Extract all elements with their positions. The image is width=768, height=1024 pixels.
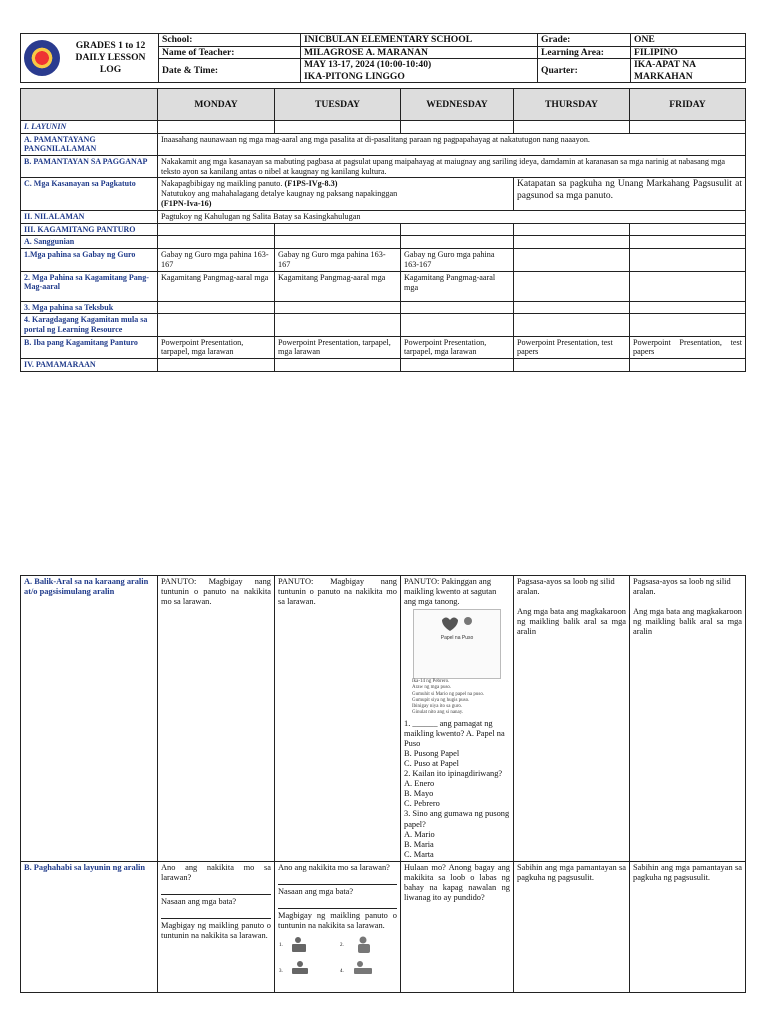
kasanayan-label: C. Mga Kasanayan sa Pagkatuto: [21, 178, 158, 211]
pagganap-label: B. PAMANTAYAN SA PAGGANAP: [21, 155, 158, 178]
corner-cell: [21, 89, 158, 121]
kasanayan-code-1: (F1PS-IVg-8.3): [284, 179, 338, 189]
title-line-2: DAILY LESSON LOG: [75, 52, 146, 75]
story-line: Araw ng mga puso.: [412, 685, 452, 691]
balik-tuesday: PANUTO: Magbigay nang tuntunin o panuto na nakikita mo sa larawan.: [275, 576, 401, 862]
balik-wednesday: [401, 576, 514, 862]
kagamitan-label: III. KAGAMITANG PANTURO: [21, 223, 158, 236]
day-thursday: THURSDAY: [514, 89, 630, 121]
paghahabi-tue-q3: Magbigay ng maikling panuto o tuntunin na nakikita sa larawan.: [278, 910, 397, 931]
teacher-label: Name of Teacher:: [159, 46, 301, 59]
balik-monday: PANUTO: Magbigay nang tuntunin o panuto na nakikita mo sa larawan.: [158, 576, 275, 862]
child-waving-icon: [358, 937, 370, 954]
balik-fri-line-1: Pagsasa-ayos sa loob ng silid aralan.: [633, 577, 731, 597]
paghahabi-mon-q2: Nasaan ang mga bata?: [161, 896, 237, 906]
iba-thursday: Powerpoint Presentation, test papers: [514, 336, 630, 359]
balik-thu-line-2: Ang mga bata ang magkakaroon ng maikling balik aral sa mga aralin: [517, 607, 626, 637]
paghahabi-tue-q2: Nasaan ang mga bata?: [278, 886, 354, 896]
log-title: [66, 40, 155, 76]
quarter-label: Quarter:: [538, 59, 631, 83]
gabay-wednesday: Gabay ng Guro mga pahina 163-167: [401, 249, 514, 272]
paghahabi-label: B. Paghahabi sa layunin ng aralin: [21, 861, 158, 992]
pamantayang-label: A. PAMANTAYANG PANGNILALAMAN: [21, 133, 158, 155]
grade-value: ONE: [631, 34, 746, 47]
iba-wednesday: Powerpoint Presentation, tarpapel, mga larawan: [401, 336, 514, 359]
paghahabi-thursday: Sabihin ang mga pamantayan sa pagkuha ng pagsusulit.: [514, 861, 630, 992]
kasanayan-thu-fri: Katapatan sa pagkuha ng Unang Markahang Pagsusulit at pagsunod sa mga panuto.: [514, 178, 746, 211]
karagdagang-label: 4. Karagdagang Kagamitan mula sa portal ng Learning Resource: [21, 314, 158, 336]
header-logo-cell: [21, 34, 159, 83]
kasanayan-code-2: (F1PN-Iva-16): [161, 199, 212, 209]
quarter-value: IKA-APAT NA MARKAHAN: [631, 59, 746, 83]
day-friday: FRIDAY: [630, 89, 746, 121]
header-table: [20, 33, 746, 83]
story-line: Ika-14 ng Pebrero.: [412, 679, 450, 685]
objectives-table: [20, 88, 746, 372]
balik-label: A. Balik-Aral sa na karaang aralin at/o pagsisimulang aralin: [21, 576, 158, 862]
nilalaman-label: II. NILALAMAN: [21, 211, 158, 224]
svg-text:3.: 3.: [279, 969, 283, 975]
svg-text:2.: 2.: [340, 943, 344, 949]
question-1: 1. ______ ang pamagat ng maikling kwento? A. Papel na Puso: [404, 718, 505, 748]
date-range: MAY 13-17, 2024 (10:00-10:40): [304, 59, 432, 70]
story-line: Ibinigay niya ito sa guro.: [412, 704, 463, 710]
svg-text:4.: 4.: [340, 969, 344, 975]
date-label: Date & Time:: [159, 59, 301, 83]
day-monday: MONDAY: [158, 89, 275, 121]
grade-label: Grade:: [538, 34, 631, 47]
svg-text:1.: 1.: [279, 943, 283, 949]
balik-thursday: [514, 576, 630, 862]
week-label: IKA-PITONG LINGGO: [304, 70, 405, 82]
story-line: Ginulat nito ang si nanay.: [412, 710, 464, 716]
kagamitang-label: 2. Mga Pahina sa Kagamitang Pang-Mag-aaral: [21, 271, 158, 301]
kagamitang-wednesday: Kagamitang Pangmag-aaral mga: [401, 271, 514, 301]
q2-option-a: A. Enero: [404, 779, 435, 789]
area-value: FILIPINO: [631, 46, 746, 59]
day-wednesday: WEDNESDAY: [401, 89, 514, 121]
q3-option-c: C. Marta: [404, 849, 434, 859]
paghahabi-tue-q1: Ano ang nakikita mo sa larawan?: [278, 862, 390, 872]
balik-thu-line-1: Pagsasa-ayos sa loob ng silid aralan.: [517, 577, 615, 597]
q1-option-c: C. Puso at Papel: [404, 759, 459, 769]
kasanayan-line-2: Natutukoy ang mahahalagang detalye kaugnay ng paksang napakinggan: [161, 189, 398, 199]
paghahabi-mon-q3: Magbigay ng maikling panuto o tuntunin na nakikita sa larawan.: [161, 921, 271, 941]
teksbuk-label: 3. Mga pahina sa Teksbuk: [21, 301, 158, 314]
school-value: INICBULAN ELEMENTARY SCHOOL: [301, 34, 538, 47]
children-images: [278, 934, 388, 982]
title-line-1: GRADES 1 to 12: [75, 40, 146, 52]
child-drawing-icon: [354, 961, 372, 974]
story-title: Papel na Puso: [440, 635, 474, 642]
teacher-value: MILAGROSE A. MARANAN: [301, 46, 538, 59]
school-label: School:: [159, 34, 301, 47]
q3-option-b: B. Maria: [404, 839, 434, 849]
day-tuesday: TUESDAY: [275, 89, 401, 121]
iba-tuesday: Powerpoint Presentation, tarpapel, mga larawan: [275, 336, 401, 359]
kagamitang-tuesday: Kagamitang Pangmag-aaral mga: [275, 271, 401, 301]
sanggunian-label: A. Sanggunian: [21, 236, 158, 249]
area-label: Learning Area:: [538, 46, 631, 59]
paghahabi-friday: Sabihin ang mga pamantayan sa pagkuha ng pagsusulit.: [630, 861, 746, 992]
pagganap-text: Nakakamit ang mga kasanayan sa mabuting pagbasa at pagsulat upang maipahayag at maiugnay ang sariling ideya, damdamin at karanasan sa mga narinig at nabasang mga teksto ayon sa kanilang antas o nibel at kaugnay ng kanilang kultura.: [158, 155, 746, 178]
story-lines: [412, 679, 506, 717]
layunin-label: I. LAYUNIN: [21, 121, 158, 134]
gabay-monday: Gabay ng Guro mga pahina 163-167: [158, 249, 275, 272]
kasanayan-line-1: Nakapagbibigay ng maikling panuto.: [161, 179, 283, 189]
question-3: 3. Sino ang gumawa ng pusong papel?: [404, 809, 510, 829]
q3-option-a: A. Mario: [404, 829, 435, 839]
pamantayang-text: Inaasahang naunawaan ng mga mag-aaral ang mga pasalita at di-pasalitang paraan ng pagpapahayag at nakatutugon nang naaayon.: [158, 133, 746, 155]
story-image: [413, 609, 501, 679]
balik-fri-line-2: Ang mga bata ang magkakaroon ng maikling balik aral sa mga aralin: [633, 607, 742, 637]
paghahabi-monday: [158, 861, 275, 992]
story-line: Gumuhit si Mario ng papel na puso.: [412, 691, 485, 697]
procedure-table: [20, 575, 746, 993]
balik-wed-intro: PANUTO: Pakinggan ang maikling kwento at sagutan ang mga tanong.: [404, 577, 497, 607]
paghahabi-mon-q1: Ano ang nakikita mo sa larawan?: [161, 862, 271, 882]
gabay-label: 1.Mga pahina sa Gabay ng Guro: [21, 249, 158, 272]
q1-option-b: B. Pusong Papel: [404, 748, 460, 758]
child-writing-icon: [292, 961, 308, 974]
gabay-tuesday: Gabay ng Guro mga pahina 163-167: [275, 249, 401, 272]
pamamaraan-label: IV. PAMAMARAAN: [21, 359, 158, 372]
nilalaman-text: Pagtukoy ng Kahulugan ng Salita Batay sa Kasingkahulugan: [158, 211, 746, 224]
iba-friday: Powerpoint Presentation, test papers: [630, 336, 746, 359]
q2-option-b: B. Mayo: [404, 789, 434, 799]
iba-label: B. Iba pang Kagamitang Panturo: [21, 336, 158, 359]
paghahabi-wednesday: Hulaan mo? Anong bagay ang makikita sa loob o labas ng bahay na kapag nawalan ng liwanag ito ay pundido?: [401, 861, 514, 992]
deped-seal-icon: [24, 40, 60, 76]
iba-monday: Powerpoint Presentation, tarpapel, mga larawan: [158, 336, 275, 359]
child-reading-icon: [292, 937, 306, 952]
date-value: [301, 59, 538, 83]
kasanayan-text: [158, 178, 514, 211]
balik-friday: [630, 576, 746, 862]
q2-option-c: C. Pebrero: [404, 799, 440, 809]
kagamitang-monday: Kagamitang Pangmag-aaral mga: [158, 271, 275, 301]
story-line: Gumupit siya ng hugis puso.: [412, 697, 470, 703]
paghahabi-tuesday: [275, 861, 401, 992]
question-2: 2. Kailan ito ipinagdiriwang?: [404, 769, 503, 779]
